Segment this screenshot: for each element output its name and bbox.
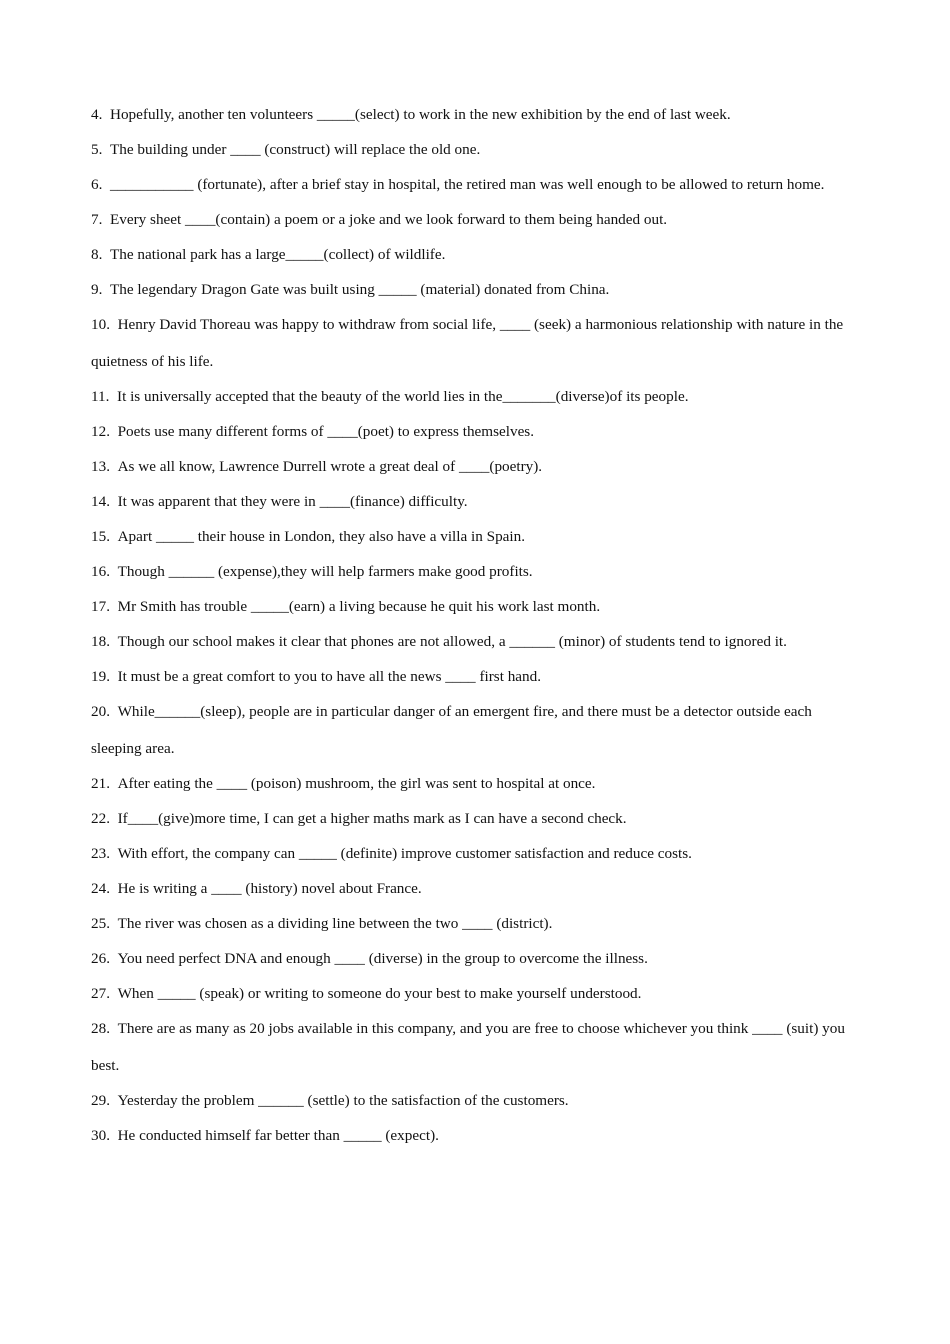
question-item — [91, 905, 861, 940]
question-number: 26. — [91, 950, 110, 967]
question-item — [91, 413, 861, 448]
question-item — [91, 588, 861, 623]
question-item — [91, 483, 861, 518]
question-text: With effort, the company can _____ (definite) improve customer satisfaction and reduce costs. — [117, 845, 692, 862]
question-text: It was apparent that they were in ____(finance) difficulty. — [117, 493, 468, 510]
question-number: 7. — [91, 211, 103, 228]
question-item — [91, 166, 861, 203]
question-text: Yesterday the problem ______ (settle) to the satisfaction of the customers. — [117, 1092, 569, 1109]
question-item — [91, 236, 861, 271]
question-number: 10. — [91, 316, 110, 333]
question-item — [91, 693, 861, 767]
question-text: Every sheet ____(contain) a poem or a joke and we look forward to them being handed out. — [109, 211, 668, 228]
question-number: 20. — [91, 703, 110, 720]
question-text: He conducted himself far better than _____ (expect). — [117, 1127, 439, 1144]
question-text: As we all know, Lawrence Durrell wrote a great deal of ____(poetry). — [117, 458, 543, 475]
question-text: Though ______ (expense),they will help farmers make good profits. — [117, 563, 533, 580]
question-number: 6. — [91, 176, 103, 193]
question-number: 21. — [91, 775, 110, 792]
question-item — [91, 940, 861, 975]
question-text: You need perfect DNA and enough ____ (diverse) in the group to overcome the illness. — [117, 950, 648, 967]
question-text: There are as many as 20 jobs available in this company, and you are free to choose whichever you think ____ (suit) you best. — [91, 1020, 845, 1074]
question-item — [91, 553, 861, 588]
question-number: 27. — [91, 985, 110, 1002]
question-number: 22. — [91, 810, 110, 827]
question-item — [91, 448, 861, 483]
question-text: Though our school makes it clear that phones are not allowed, a ______ (minor) of students tend to ignored it. — [117, 633, 787, 650]
question-text: Henry David Thoreau was happy to withdraw from social life, ____ (seek) a harmonious relationship with nature in the quietness of his life. — [91, 316, 844, 370]
question-item — [91, 271, 861, 306]
question-text: The national park has a large_____(collect) of wildlife. — [109, 246, 446, 263]
question-number: 15. — [91, 528, 110, 545]
question-number: 4. — [91, 106, 103, 123]
question-text: The building under ____ (construct) will replace the old one. — [109, 141, 481, 158]
question-item — [91, 378, 861, 413]
question-item — [91, 623, 861, 660]
question-text: After eating the ____ (poison) mushroom, the girl was sent to hospital at once. — [117, 775, 596, 792]
question-number: 17. — [91, 598, 110, 615]
question-number: 5. — [91, 141, 103, 158]
question-text: Mr Smith has trouble _____(earn) a living because he quit his work last month. — [117, 598, 601, 615]
question-number: 18. — [91, 633, 110, 650]
question-number: 16. — [91, 563, 110, 580]
question-text: It is universally accepted that the beauty of the world lies in the_______(diverse)of its people. — [117, 388, 689, 405]
question-item — [91, 765, 861, 800]
question-number: 9. — [91, 281, 103, 298]
question-number: 29. — [91, 1092, 110, 1109]
question-number: 23. — [91, 845, 110, 862]
question-list — [91, 96, 861, 1152]
question-item — [91, 1010, 861, 1084]
question-item — [91, 306, 861, 380]
question-item — [91, 201, 861, 236]
question-text: He is writing a ____ (history) novel about France. — [117, 880, 422, 897]
question-item — [91, 835, 861, 870]
question-text: The river was chosen as a dividing line between the two ____ (district). — [117, 915, 553, 932]
question-item — [91, 1117, 861, 1152]
question-text: When _____ (speak) or writing to someone do your best to make yourself understood. — [117, 985, 642, 1002]
question-item — [91, 870, 861, 905]
question-item — [91, 518, 861, 553]
question-item — [91, 800, 861, 835]
question-number: 8. — [91, 246, 103, 263]
question-text: While______(sleep), people are in particular danger of an emergent fire, and there must be a detector outside each sleeping area. — [91, 703, 812, 757]
question-number: 24. — [91, 880, 110, 897]
question-text: Hopefully, another ten volunteers _____(select) to work in the new exhibition by the end of last week. — [109, 106, 731, 123]
question-number: 25. — [91, 915, 110, 932]
question-text: It must be a great comfort to you to have all the news ____ first hand. — [117, 668, 542, 685]
question-number: 14. — [91, 493, 110, 510]
question-text: If____(give)more time, I can get a higher maths mark as I can have a second check. — [117, 810, 627, 827]
question-number: 19. — [91, 668, 110, 685]
question-text: ___________ (fortunate), after a brief stay in hospital, the retired man was well enough to be allowed to return home. — [109, 176, 825, 193]
question-item — [91, 96, 861, 131]
question-number: 13. — [91, 458, 110, 475]
question-number: 12. — [91, 423, 110, 440]
question-number: 30. — [91, 1127, 110, 1144]
question-text: Poets use many different forms of ____(poet) to express themselves. — [117, 423, 535, 440]
question-number: 28. — [91, 1020, 110, 1037]
question-item — [91, 131, 861, 166]
question-item — [91, 975, 861, 1010]
question-text: The legendary Dragon Gate was built using _____ (material) donated from China. — [109, 281, 610, 298]
question-item — [91, 658, 861, 693]
question-text: Apart _____ their house in London, they also have a villa in Spain. — [117, 528, 526, 545]
question-item — [91, 1082, 861, 1117]
question-number: 11. — [91, 388, 110, 405]
